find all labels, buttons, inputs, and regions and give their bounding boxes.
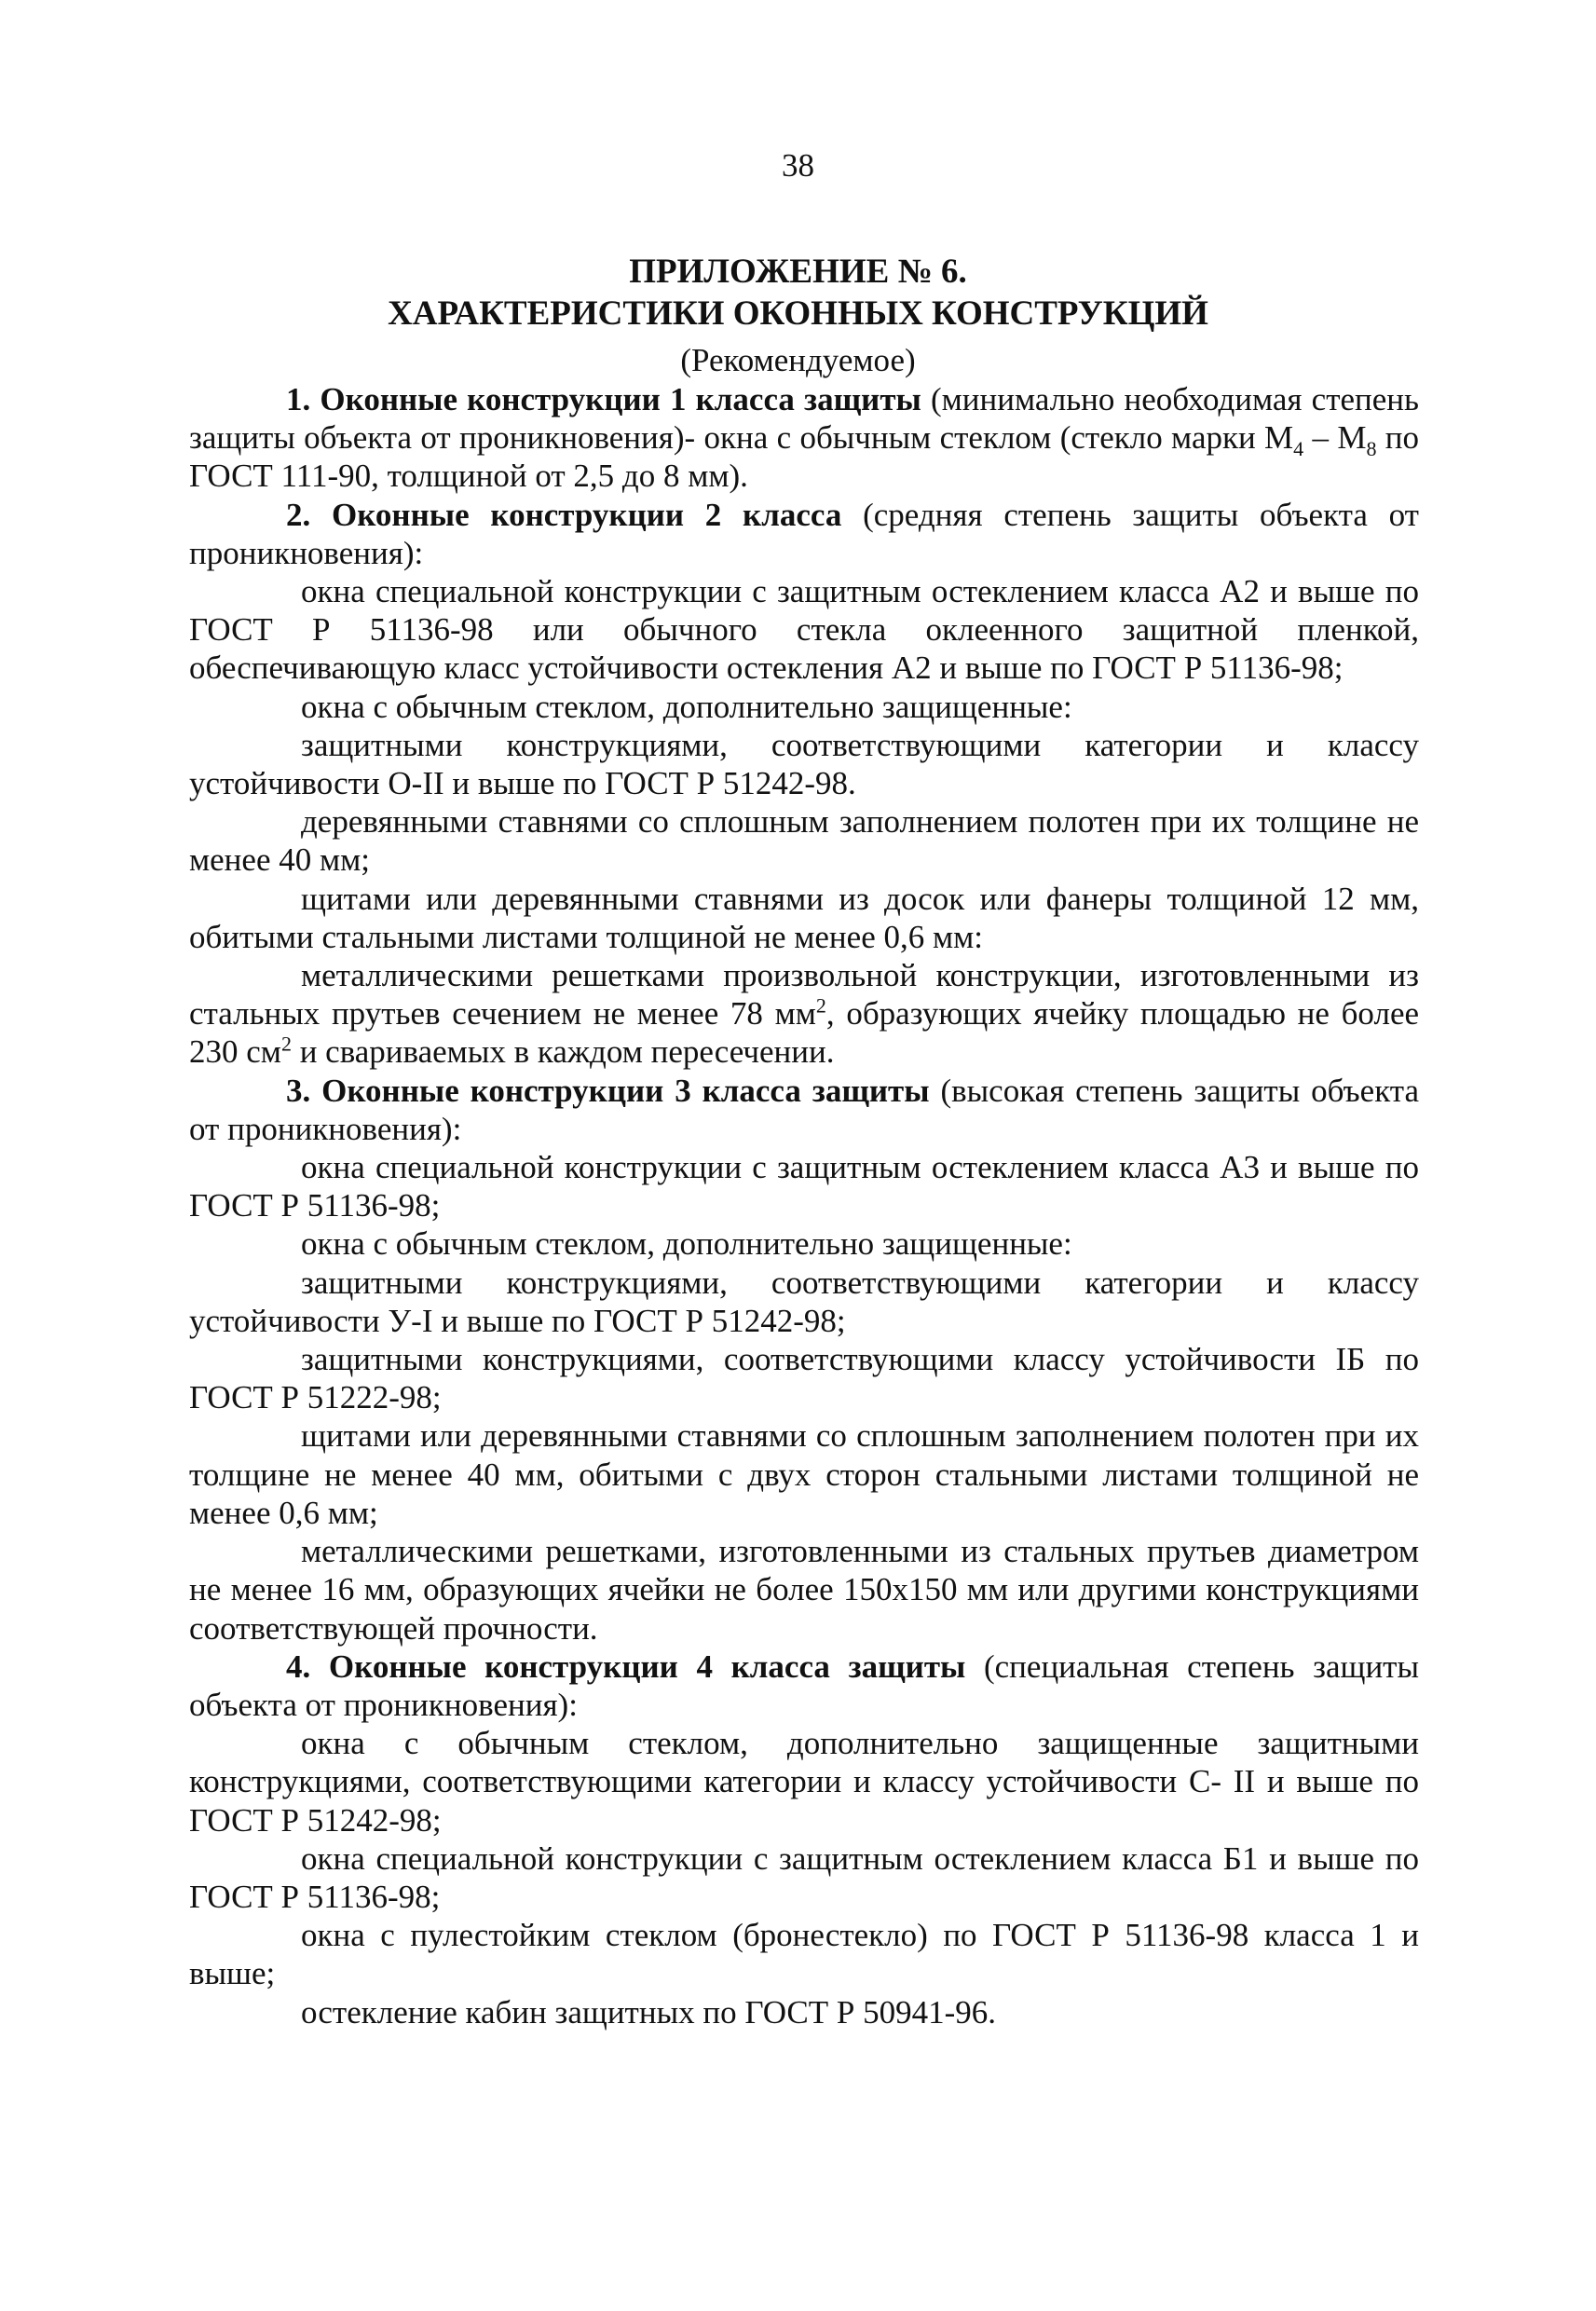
list-item: защитными конструкциями, соответствующими категории и классу устойчивости О-II и выше по ГОСТ Р 51242-98. bbox=[189, 726, 1419, 802]
list-item: остекление кабин защитных по ГОСТ Р 50941-96. bbox=[301, 1993, 996, 2031]
section-4-heading: 4. Оконные конструкции 4 класса защиты bbox=[286, 1648, 966, 1685]
list-item: окна специальной конструкции с защитным остеклением класса Б1 и выше по ГОСТ Р 51136-98; bbox=[189, 1839, 1419, 1915]
section-2-paragraph: 2. Оконные конструкции 2 класса (средняя степень защиты объекта от проникновения): bbox=[189, 496, 1419, 571]
list-item: щитами или деревянными ставнями со сплошным заполнением полотен при их толщине не менее 40 мм, обитыми с двух сторон стальными листами толщиной не менее 0,6 мм; bbox=[189, 1417, 1419, 1531]
list-item: деревянными ставнями со сплошным заполнением полотен при их толщине не менее 40 мм; bbox=[189, 803, 1419, 879]
list-item: окна специальной конструкции с защитным остеклением класса А3 и выше по ГОСТ Р 51136-98; bbox=[189, 1149, 1419, 1224]
list-item: металлическими решетками произвольной конструкции, изготовленными из стальных прутьев сечением не менее 78 $мм^2$, образующих ячейку площадью не более 230 $см^2$ и свариваемых в каждом пересечении. bbox=[189, 957, 1420, 1071]
section-2-heading: 2. Оконные конструкции 2 класса bbox=[286, 496, 842, 533]
section-1-heading: 1. Оконные конструкции 1 класса защиты bbox=[286, 381, 921, 417]
section-1-paragraph: 1. Оконные конструкции 1 класса защиты (минимально необходимая степень защиты объекта от проникновения)- окна с обычным стеклом (стекло марки $М_4 - М_8$ по ГОСТ 111-90, толщиной от 2,5 до 8 мм). bbox=[189, 381, 1419, 495]
list-item: защитными конструкциями, соответствующими категории и классу устойчивости У-I и выше по ГОСТ Р 51242-98; bbox=[189, 1264, 1419, 1339]
page-number: 38 bbox=[782, 147, 814, 184]
appendix-title: ПРИЛОЖЕНИЕ № 6. bbox=[629, 253, 967, 291]
list-item: окна с обычным стеклом, дополнительно защищенные защитными конструкциями, соответствующими категории и классу устойчивости С- II и выше по ГОСТ Р 51242-98; bbox=[189, 1725, 1419, 1839]
subtitle: (Рекомендуемое) bbox=[680, 342, 916, 378]
document-body bbox=[189, 380, 1419, 2031]
list-item: щитами или деревянными ставнями из досок или фанеры толщиной 12 мм, обитыми стальными листами толщиной не менее 0,6 мм: bbox=[189, 880, 1419, 955]
section-3-paragraph: 3. Оконные конструкции 3 класса защиты (высокая степень защиты объекта от проникновения): bbox=[189, 1072, 1419, 1147]
list-item: окна с обычным стеклом, дополнительно защищенные: bbox=[301, 1225, 1072, 1263]
list-item: защитными конструкциями, соответствующими классу устойчивости IБ по ГОСТ Р 51222-98; bbox=[189, 1341, 1419, 1416]
main-title: ХАРАКТЕРИСТИКИ ОКОННЫХ КОНСТРУКЦИЙ bbox=[388, 294, 1208, 333]
section-3-heading: 3. Оконные конструкции 3 класса защиты bbox=[286, 1072, 930, 1109]
list-item: окна специальной конструкции с защитным остеклением класса А2 и выше по ГОСТ Р 51136-98 или обычного стекла оклеенного защитной пленкой, обеспечивающую класс устойчивости остекления А2 и выше по ГОСТ Р 51136-98; bbox=[189, 573, 1419, 687]
list-item: окна с пулестойким стеклом (бронестекло) по ГОСТ Р 51136-98 класса 1 и выше; bbox=[189, 1917, 1419, 1992]
section-4-paragraph: 4. Оконные конструкции 4 класса защиты (специальная степень защиты объекта от проникновения): bbox=[189, 1648, 1419, 1723]
list-item: окна с обычным стеклом, дополнительно защищенные: bbox=[301, 688, 1072, 725]
list-item: металлическими решетками, изготовленными из стальных прутьев диаметром не менее 16 мм, образующих ячейки не более 150х150 мм или другими конструкциями соответствующей прочности. bbox=[189, 1533, 1419, 1647]
